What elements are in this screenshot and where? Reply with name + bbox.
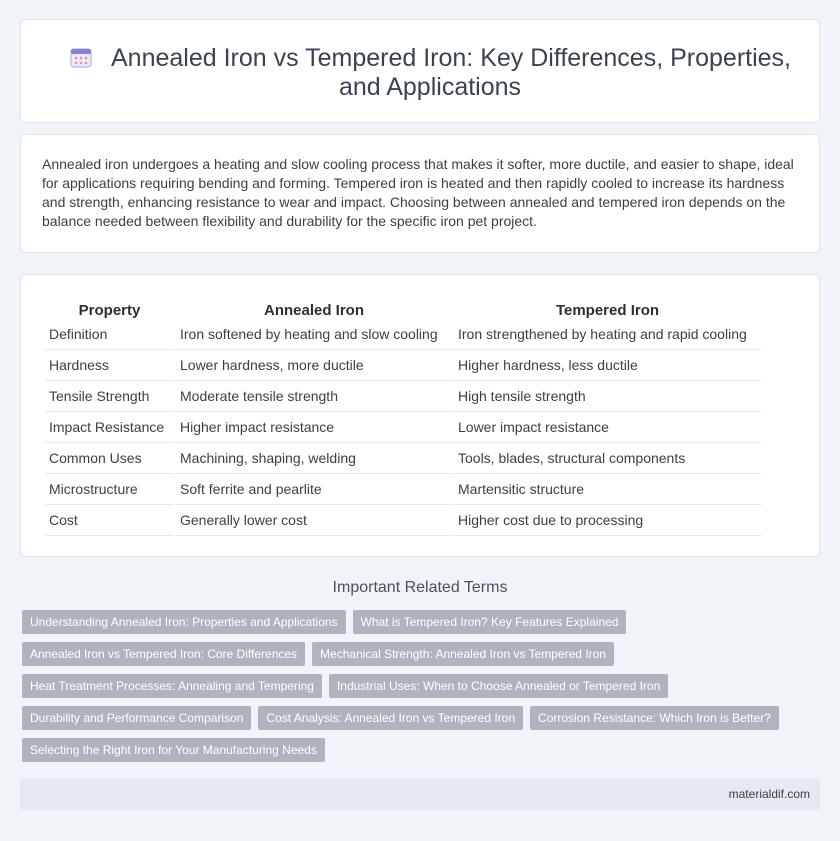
- table-row: [45, 505, 761, 536]
- table-row: [45, 350, 761, 381]
- table-row: [45, 443, 761, 474]
- related-term-link[interactable]: Heat Treatment Processes: Annealing and Tempering: [22, 674, 322, 698]
- related-term-link[interactable]: Durability and Performance Comparison: [22, 706, 251, 730]
- footer-site-name[interactable]: materialdif.com: [728, 787, 810, 801]
- property-cell: Definition: [45, 319, 174, 350]
- table-row: [45, 474, 761, 505]
- table-header-row: [45, 295, 761, 319]
- tempered-cell: Lower impact resistance: [454, 412, 761, 443]
- annealed-cell: Generally lower cost: [176, 505, 452, 536]
- tempered-cell: Martensitic structure: [454, 474, 761, 505]
- related-term-link[interactable]: Annealed Iron vs Tempered Iron: Core Differences: [22, 642, 305, 666]
- related-term-link[interactable]: Corrosion Resistance: Which Iron is Better?: [530, 706, 779, 730]
- column-header-property: Property: [78, 302, 141, 319]
- calendar-icon: [69, 45, 93, 69]
- comparison-table: [43, 295, 763, 536]
- header-card: [20, 19, 820, 123]
- annealed-cell: Lower hardness, more ductile: [176, 350, 452, 381]
- annealed-cell: Machining, shaping, welding: [176, 443, 452, 474]
- intro-card: [20, 134, 820, 253]
- related-term-link[interactable]: Mechanical Strength: Annealed Iron vs Tempered Iron: [312, 642, 614, 666]
- table-row: [45, 412, 761, 443]
- intro-paragraph: Annealed iron undergoes a heating and slow cooling process that makes it softer, more ductile, and easier to shape, ideal for applications requiring bending and forming. Tempered iron is heated and then rapidly cooled to increase its hardness and strength, enhancing resistance to wear and impact. Choosing between annealed and tempered iron depends on the balance needed between flexibility and durability for the specific iron pet project.: [42, 156, 794, 229]
- related-terms-heading: Important Related Terms: [332, 579, 508, 596]
- tempered-cell: Higher hardness, less ductile: [454, 350, 761, 381]
- column-header-tempered: Tempered Iron: [555, 302, 660, 319]
- property-cell: Impact Resistance: [45, 412, 174, 443]
- footer-bar: [20, 778, 820, 810]
- property-cell: Hardness: [45, 350, 174, 381]
- annealed-cell: Iron softened by heating and slow cooling: [176, 319, 452, 350]
- annealed-cell: Higher impact resistance: [176, 412, 452, 443]
- related-term-link[interactable]: Industrial Uses: When to Choose Annealed or Tempered Iron: [329, 674, 668, 698]
- tempered-cell: Iron strengthened by heating and rapid cooling: [454, 319, 761, 350]
- property-cell: Common Uses: [45, 443, 174, 474]
- property-cell: Tensile Strength: [45, 381, 174, 412]
- table-row: [45, 381, 761, 412]
- related-term-link[interactable]: Selecting the Right Iron for Your Manufacturing Needs: [22, 738, 325, 762]
- page-title: Annealed Iron vs Tempered Iron: Key Differences, Properties, and Applications: [111, 44, 791, 101]
- property-cell: Cost: [45, 505, 174, 536]
- table-row: [45, 319, 761, 350]
- property-cell: Microstructure: [45, 474, 174, 505]
- annealed-cell: Soft ferrite and pearlite: [176, 474, 452, 505]
- related-term-link[interactable]: What is Tempered Iron? Key Features Explained: [353, 610, 627, 634]
- annealed-cell: Moderate tensile strength: [176, 381, 452, 412]
- tempered-cell: High tensile strength: [454, 381, 761, 412]
- tempered-cell: Tools, blades, structural components: [454, 443, 761, 474]
- related-term-link[interactable]: Cost Analysis: Annealed Iron vs Tempered Iron: [258, 706, 523, 730]
- column-header-annealed: Annealed Iron: [263, 302, 364, 319]
- page-title-wrap: [61, 44, 799, 102]
- related-terms-list: [22, 610, 802, 762]
- tempered-cell: Higher cost due to processing: [454, 505, 761, 536]
- comparison-table-card: [20, 274, 820, 557]
- related-term-link[interactable]: Understanding Annealed Iron: Properties and Applications: [22, 610, 346, 634]
